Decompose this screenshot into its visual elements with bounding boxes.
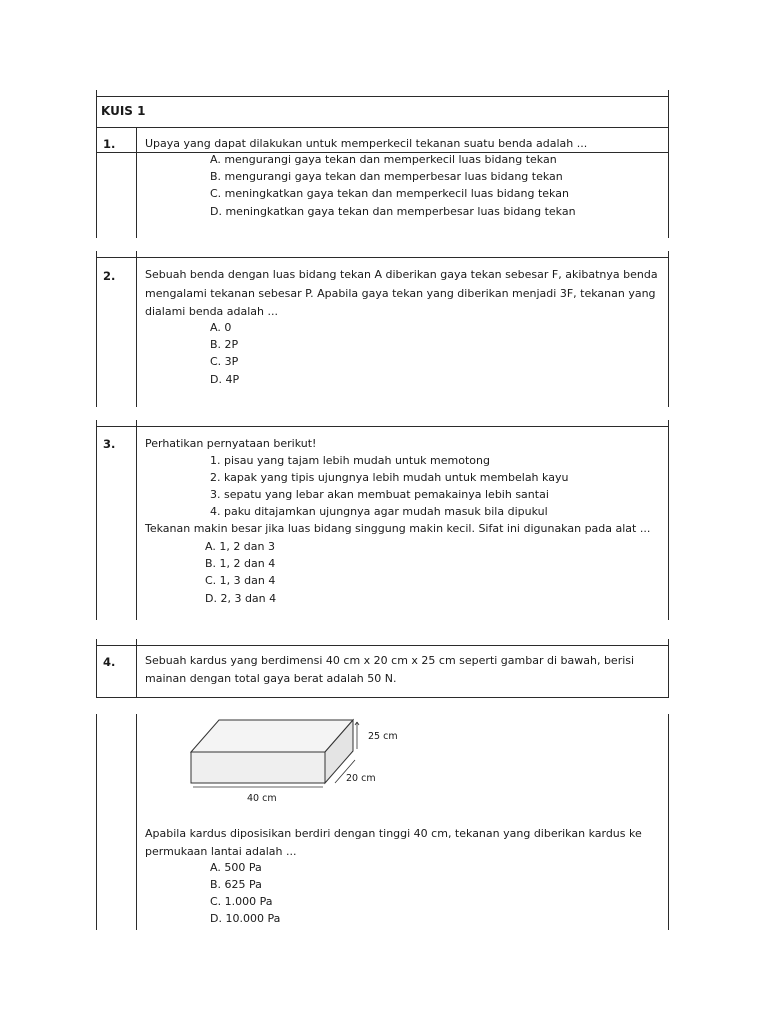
q4-question-line1: Sebuah kardus yang berdimensi 40 cm x 20 cm x 25 cm seperti gambar di bawah, berisi <box>145 654 635 667</box>
q3-option-a: A. 1, 2 dan 3 <box>205 540 276 553</box>
q3-option-d: D. 2, 3 dan 4 <box>205 592 277 605</box>
q4-option-b: B. 625 Pa <box>210 878 262 891</box>
q2-question-line1: Sebuah benda dengan luas bidang tekan A diberikan gaya tekan sebesar F, akibatnya benda <box>145 268 658 281</box>
q1-number: 1. <box>103 137 116 151</box>
q3-statement-4: 4. paku ditajamkan ujungnya agar mudah masuk bila dipukul <box>210 505 548 518</box>
q1-question: Upaya yang dapat dilakukan untuk memperkecil tekanan suatu benda adalah ... <box>145 137 588 150</box>
q2-option-c: C. 3P <box>210 355 239 368</box>
q3-statement-3: 3. sepatu yang lebar akan membuat pemakainya lebih santai <box>210 488 549 501</box>
q3-number: 3. <box>103 437 116 451</box>
q2-option-a: A. 0 <box>210 321 232 334</box>
q4-number: 4. <box>103 655 116 669</box>
q2-option-b: B. 2P <box>210 338 239 351</box>
q4-question-line2: mainan dengan total gaya berat adalah 50 N. <box>145 672 397 685</box>
q4-followup-line2: permukaan lantai adalah ... <box>145 845 297 858</box>
q4-option-d: D. 10.000 Pa <box>210 912 281 925</box>
box-length-label: 40 cm <box>247 793 277 804</box>
q4-followup-line1: Apabila kardus diposisikan berdiri dengan tinggi 40 cm, tekanan yang diberikan kardus ke <box>145 827 642 840</box>
quiz-title: KUIS 1 <box>101 104 146 118</box>
q4-option-c: C. 1.000 Pa <box>210 895 273 908</box>
box-diagram <box>185 715 365 795</box>
q3-intro: Perhatikan pernyataan berikut! <box>145 437 317 450</box>
q3-option-c: C. 1, 3 dan 4 <box>205 574 276 587</box>
q2-number: 2. <box>103 269 116 283</box>
box-depth-label: 20 cm <box>346 773 376 784</box>
q3-statement-2: 2. kapak yang tipis ujungnya lebih mudah untuk membelah kayu <box>210 471 569 484</box>
q1-option-a: A. mengurangi gaya tekan dan memperkecil luas bidang tekan <box>210 153 557 166</box>
q4-option-a: A. 500 Pa <box>210 861 262 874</box>
q1-option-b: B. mengurangi gaya tekan dan memperbesar luas bidang tekan <box>210 170 563 183</box>
q2-question-line2: mengalami tekanan sebesar P. Apabila gaya tekan yang diberikan menjadi 3F, tekanan yang <box>145 287 656 300</box>
q3-question: Tekanan makin besar jika luas bidang singgung makin kecil. Sifat ini digunakan pada alat ... <box>145 522 651 535</box>
q1-option-d: D. meningkatkan gaya tekan dan memperbesar luas bidang tekan <box>210 205 576 218</box>
q2-question-line3: dialami benda adalah ... <box>145 305 279 318</box>
q2-option-d: D. 4P <box>210 373 240 386</box>
q3-statement-1: 1. pisau yang tajam lebih mudah untuk memotong <box>210 454 490 467</box>
q1-option-c: C. meningkatkan gaya tekan dan memperkecil luas bidang tekan <box>210 187 569 200</box>
box-height-label: 25 cm <box>368 731 398 742</box>
q3-option-b: B. 1, 2 dan 4 <box>205 557 276 570</box>
